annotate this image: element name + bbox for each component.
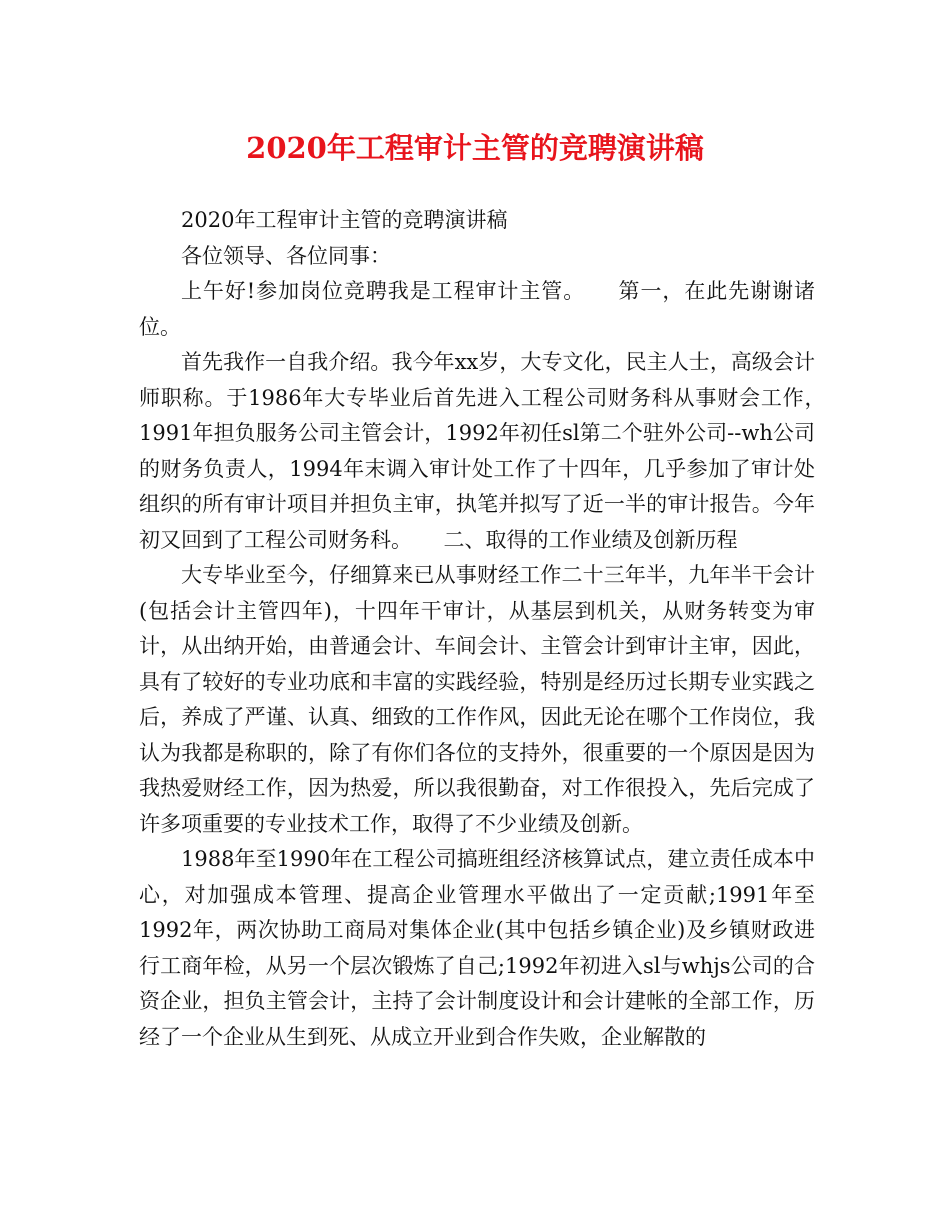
paragraph-work-experience: 大专毕业至今，仔细算来已从事财经工作二十三年半，九年半干会计(包括会计主管四年)，十四年干审计，从基层到机关，从财务转变为审计，从出纳开始，由普通会计、车间会计、主管会计到审计主审，因此，具有了较好的专业功底和丰富的实践经验，特别是经历过长期专业实践之后，养成了严谨、认真、细致的工作作风，因此无论在哪个工作岗位，我认为我都是称职的，除了有你们各位的支持外，很重要的一个原因是因为我热爱财经工作，因为热爱，所以我很勤奋，对工作很投入，先后完成了许多项重要的专业技术工作，取得了不少业绩及创新。 [139,563,815,836]
document-body [139,203,836,1055]
paragraph-heading-repeat: 2020年工程审计主管的竞聘演讲稿 [181,208,508,232]
document-title: 2020年工程审计主管的竞聘演讲稿 [246,131,704,165]
paragraph-achievements: 1988年至1990年在工程公司搞班组经济核算试点，建立责任成本中心，对加强成本管理、提高企业管理水平做出了一定贡献;1991年至1992年，两次协助工商局对集体企业(其中包括乡镇企业)及乡镇财政进行工商年检，从另一个层次锻炼了自己;1992年初进入sl与whjs公司的合资企业，担负主管会计，主持了会计制度设计和会计建帐的全部工作，历经了一个企业从生到死、从成立开业到合作失败，企业解散的 [139,847,815,1049]
paragraph-greeting: 上午好!参加岗位竞聘我是工程审计主管。 第一，在此先谢谢诸位。 [139,279,815,339]
paragraph-self-introduction: 首先我作一自我介绍。我今年xx岁，大专文化，民主人士，高级会计师职称。于1986年大专毕业后首先进入工程公司财务科从事财会工作， 1991年担负服务公司主管会计，1992年初任sl第二个驻外公司--wh公司的财务负责人，1994年末调入审计处工作了十四年，几乎参加了审计处组织的所有审计项目并担负主审，执笔并拟写了近一半的审计报告。今年初又回到了工程公司财务科。 二、取得的工作业绩及创新历程 [139,350,836,552]
paragraph-salutation: 各位领导、各位同事： [181,243,391,268]
